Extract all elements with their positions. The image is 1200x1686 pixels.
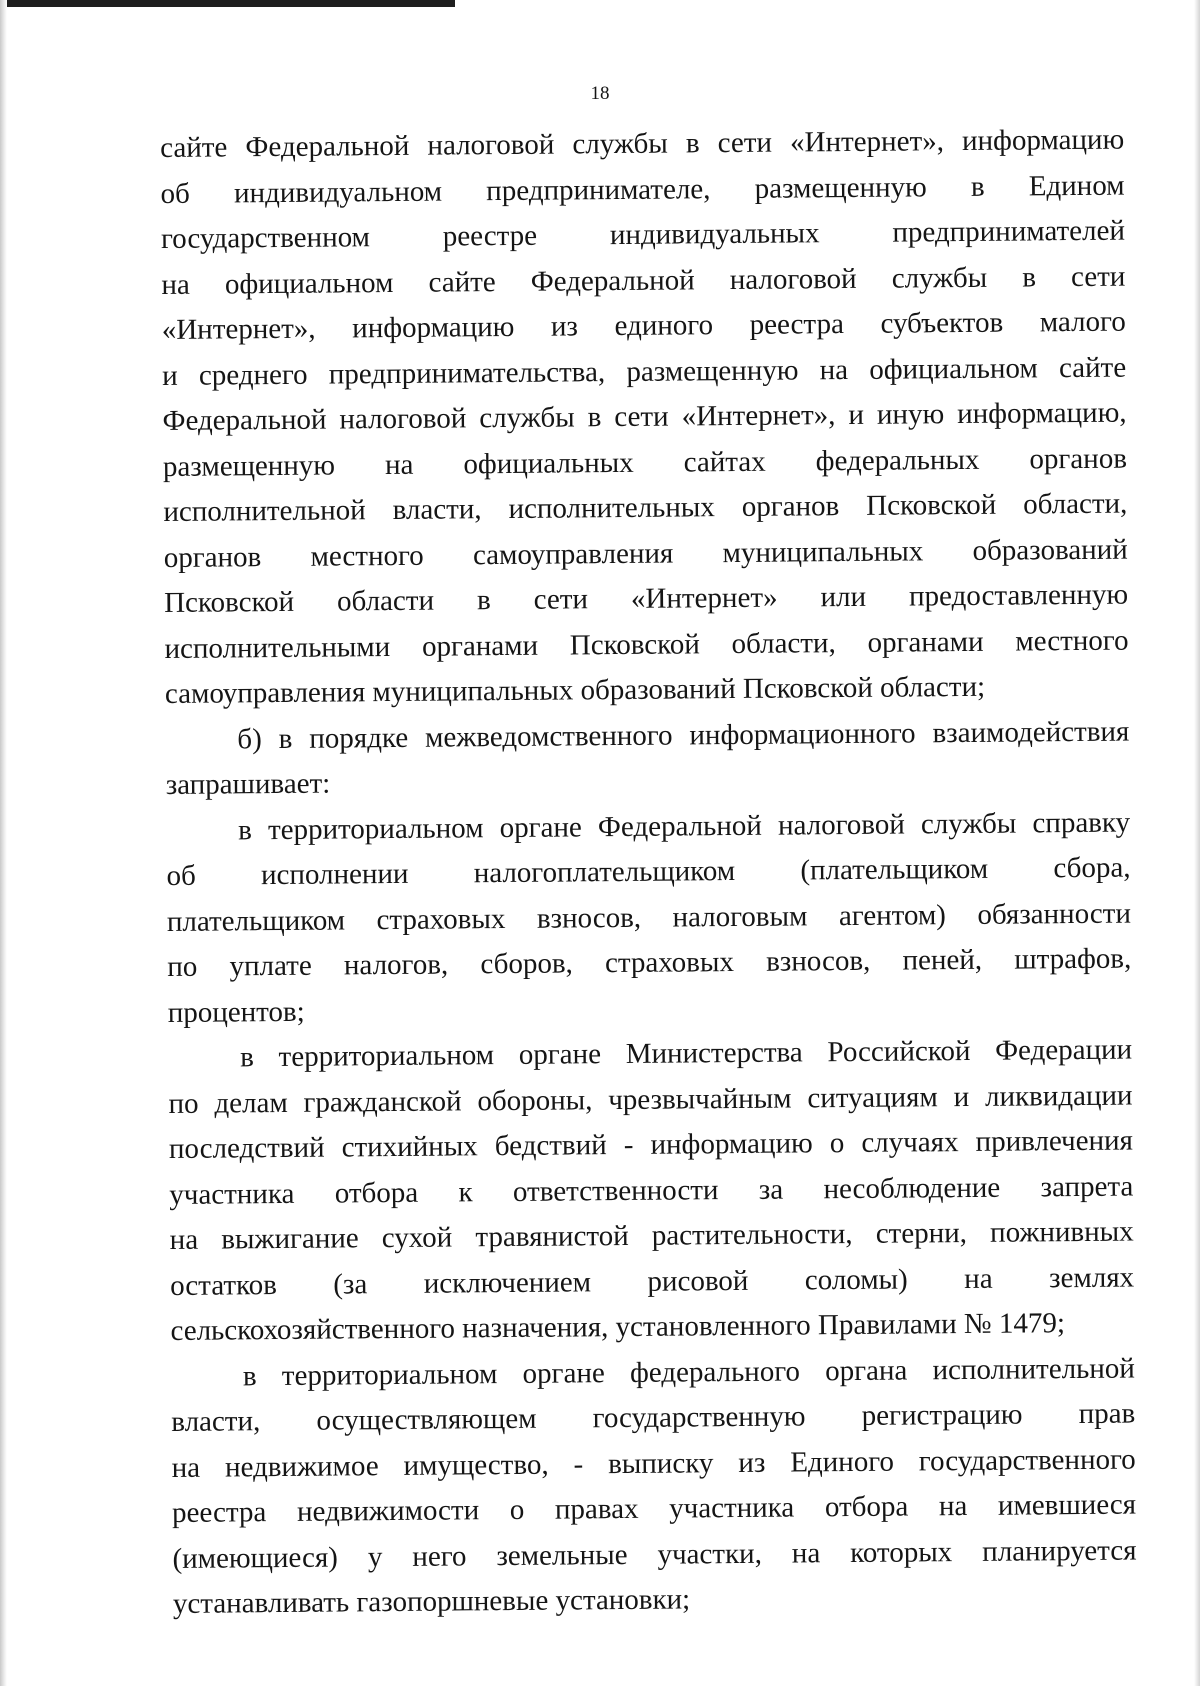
text-line: плательщиком страховых взносов, налоговым агентом) обязанности [166,897,1132,938]
scan-edge-top [0,0,455,7]
text-line: процентов; [167,995,305,1029]
scan-edge-left [0,0,7,1686]
text-line: власти, осуществляющем государственную регистрацию прав [171,1397,1136,1438]
text-line: самоуправления муниципальных образований Псковской области; [164,670,986,710]
text-line: реестра недвижимости о правах участника отбора на имевшиеся [171,1488,1137,1529]
text-line: размещенную на официальных сайтах федеральных органов [162,442,1128,483]
text-line: на выжигание сухой травянистой растительности, стерни, пожнивных [169,1215,1134,1256]
text-line: исполнительными органами Псковской области, органами местного [164,624,1129,665]
text-line: по уплате налогов, сборов, страховых взносов, пеней, штрафов, [167,942,1132,983]
text-line: в территориальном органе Федеральной налоговой службы справку [238,806,1131,846]
text-line: сельскохозяйственного назначения, установленного Правилами № 1479; [170,1307,1066,1347]
text-line: последствий стихийных бедствий - информацию о случаях привлечения [168,1124,1134,1165]
text-line: по делам гражданской обороны, чрезвычайным ситуациям и ликвидации [168,1079,1133,1120]
document-body [160,118,1137,1628]
text-line: (имеющиеся) у него земельные участки, на которых планируется [172,1534,1137,1575]
text-line: государственном реестре индивидуальных предпринимателей [160,214,1126,255]
text-line: Псковской области в сети «Интернет» или предоставленную [164,578,1129,619]
page-number: 18 [590,83,610,104]
text-line: об индивидуальном предпринимателе, размещенную в Едином [160,169,1125,210]
text-line: запрашивает: [165,767,331,801]
text-line: устанавливать газопоршневые установки; [172,1583,691,1620]
text-line: сайте Федеральной налоговой службы в сети «Интернет», информацию [160,123,1125,164]
text-line: на официальном сайте Федеральной налоговой службы в сети [161,260,1126,301]
text-line: участника отбора к ответственности за несоблюдение запрета [169,1170,1134,1211]
text-line: исполнительной власти, исполнительных органов Псковской области, [163,487,1128,528]
text-line: в территориальном органе федерального органа исполнительной [242,1352,1136,1392]
scan-edge-right [1194,0,1200,1686]
text-line: на недвижимое имущество, - выписку из Единого государственного [171,1443,1136,1484]
text-line: Федеральной налоговой службы в сети «Интернет», и иную информацию, [162,396,1127,437]
text-line: органов местного самоуправления муниципальных образований [163,533,1128,574]
text-line: и среднего предпринимательства, размещенную на официальном сайте [162,351,1127,392]
text-line: в территориальном органе Министерства Российской Федерации [239,1033,1133,1074]
text-line: «Интернет», информацию из единого реестра субъектов малого [161,305,1126,346]
text-line: об исполнении налогоплательщиком (плательщиком сбора, [166,851,1131,892]
text-line: б) в порядке межведомственного информационного взаимодействия [237,715,1130,755]
text-line: остатков (за исключением рисовой соломы) на землях [169,1261,1135,1302]
